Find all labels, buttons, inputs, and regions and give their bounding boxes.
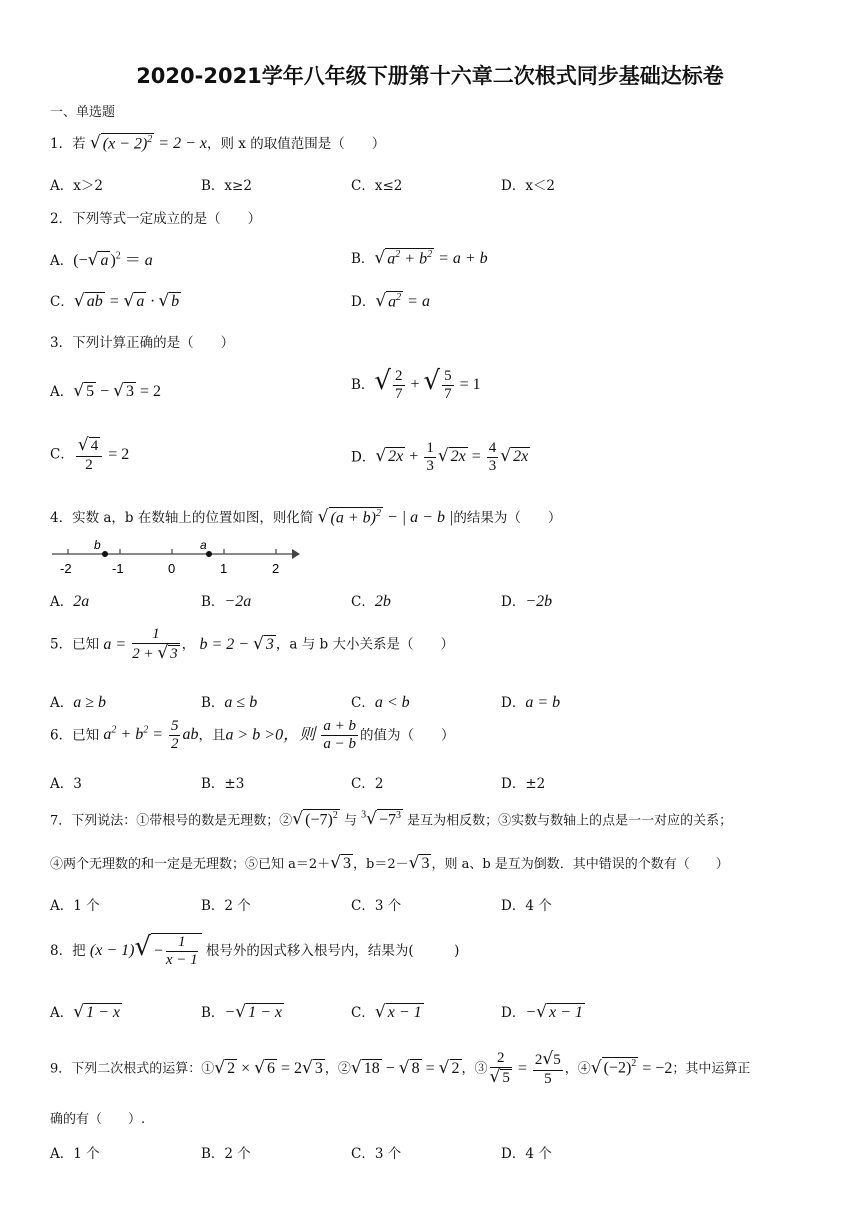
q7-option-c[interactable]: C．3 个	[351, 898, 402, 914]
q1-option-d[interactable]: D．x＜2	[501, 178, 556, 194]
tick-label-2: 2	[272, 561, 280, 576]
q3-option-d[interactable]: D．√ 2x + $\frac{1}{3}$ √ 2x = $\frac{4}{3}$ √ 2x	[351, 440, 529, 475]
q8-formula: (x − 1)√ − $\frac{1}{x - 1}$	[90, 942, 202, 959]
q7-option-b[interactable]: B．2 个	[201, 898, 251, 914]
page-title: 2020-2021学年八年级下册第十六章二次根式同步基础达标卷	[136, 64, 724, 88]
q8-option-d[interactable]: D．−√ x − 1	[501, 1002, 583, 1022]
q4-option-a[interactable]: A．2a	[50, 593, 90, 610]
tick-label-0: 0	[168, 561, 176, 576]
q9-option-d[interactable]: D．4 个	[501, 1146, 552, 1162]
point-a	[206, 551, 212, 557]
question-4: 4．实数 a，b 在数轴上的位置如图，则化简 √ $(a + b)^2$ − | a − b |的结果为（ ）	[50, 507, 562, 527]
q5-formula-b: b = 2 − √ 3	[199, 633, 274, 654]
q9-option-a[interactable]: A．1 个	[50, 1146, 100, 1162]
q9-option-c[interactable]: C．3 个	[351, 1146, 402, 1162]
question-7-line-1: 7．下列说法：①带根号的数是无理数；②√ $(-7)^2$ 与 $^3√ -7^3$ 是互为相反数；③实数与数轴上的点是一一对应的关系；	[50, 809, 733, 830]
q6-fraction: $\frac{a + b}{a - b}$	[323, 718, 357, 753]
question-6: 6．已知 $a^2 + b^2$ = $\frac{5}{2}$ ab，且a > b >0，则 $\frac{a + b}{a - b}$ 的值为（ ）	[50, 718, 455, 753]
q4-option-b[interactable]: B．−2a	[201, 593, 252, 610]
q2-option-c[interactable]: C．√ ab = √ a · √ b	[50, 291, 180, 311]
q5-option-c[interactable]: C．a < b	[351, 694, 410, 711]
q5-option-b[interactable]: B．a ≤ b	[201, 694, 258, 711]
number-line-svg	[50, 538, 300, 578]
question-9-line-1: 9．下列二次根式的运算：①√ 2 × √ 6 = 2√ 3 ，②√ 18 − √ 8 = √ 2 ，③ $\frac{2}{√ 5}$ = $\frac{2√5}{5}$ ，④√ $(-2)^2 = -2$；其中运算正	[50, 1049, 751, 1088]
q3-option-a[interactable]: A．√ 5 − √ 3 = 2	[50, 381, 161, 401]
q4-option-d[interactable]: D．−2b	[501, 593, 553, 610]
section-heading: 一、单选题	[50, 105, 116, 120]
q1-option-a[interactable]: A．x＞2	[50, 178, 103, 194]
q2-option-d[interactable]: D．√ $a^2 = a$	[351, 291, 430, 311]
q2-option-a[interactable]: A．(−√ a )$^2$ ＝ a	[50, 250, 153, 270]
q3-option-c[interactable]: C． $\frac{√ 4}{2}$ = 2	[50, 435, 130, 473]
number-line	[50, 538, 300, 582]
q8-option-c[interactable]: C．√ x − 1	[351, 1002, 422, 1022]
q5-formula-a: a = $\frac{1}{2 + √ 3}$	[103, 626, 178, 664]
q1-option-b[interactable]: B．x≥2	[201, 178, 252, 194]
q1-formula: √ $(x - 2)^2 = 2 - x$	[89, 133, 207, 153]
tick-label-1: 1	[220, 561, 228, 576]
point-b	[102, 551, 108, 557]
q8-option-a[interactable]: A．√ 1 − x	[50, 1002, 120, 1022]
q2-option-b[interactable]: B．√ $a^2 + b^2 = a + b$	[351, 248, 488, 268]
axis-arrow	[292, 549, 300, 559]
q6-option-d[interactable]: D．±2	[501, 776, 546, 792]
q7-option-d[interactable]: D．4 个	[501, 898, 552, 914]
q6-option-a[interactable]: A．3	[50, 776, 82, 792]
q6-option-b[interactable]: B．±3	[201, 776, 245, 792]
label-b: b	[94, 538, 101, 552]
question-7-line-2: ④两个无理数的和一定是无理数；⑤已知 a＝2＋√ 3 ，b＝2－√ 3 ，则 a、b 是互为倒数．其中错误的个数有（ ）	[50, 853, 729, 873]
q6-formula: $a^2 + b^2$ = $\frac{5}{2}$ ab	[103, 718, 199, 753]
tick-label-neg2: -2	[60, 561, 72, 576]
tick-label-neg1: -1	[112, 561, 124, 576]
question-9-line-2: 确的有（ ）.	[50, 1112, 146, 1127]
question-8: 8．把 (x − 1)√ − $\frac{1}{x - 1}$ 根号外的因式移入根号内，结果为( )	[50, 932, 460, 968]
q9-option-b[interactable]: B．2 个	[201, 1146, 251, 1162]
q8-option-b[interactable]: B．−√ 1 − x	[201, 1002, 282, 1022]
q5-option-d[interactable]: D．a = b	[501, 694, 561, 711]
question-3: 3．下列计算正确的是（ ）	[50, 335, 235, 351]
question-2: 2．下列等式一定成立的是（ ）	[50, 211, 262, 227]
q4-option-c[interactable]: C．2b	[351, 593, 391, 610]
label-a: a	[200, 538, 207, 552]
q6-option-c[interactable]: C．2	[351, 776, 384, 792]
q4-formula: √ $(a + b)^2$ − | a − b |	[317, 507, 454, 527]
q5-option-a[interactable]: A．a ≥ b	[50, 694, 107, 711]
q1-option-c[interactable]: C．x≤2	[351, 178, 403, 194]
question-5: 5．已知 a = $\frac{1}{2 + √ 3}$ ， b = 2 − √ 3 ，a 与 b 大小关系是（ ）	[50, 626, 454, 664]
q3-option-b[interactable]: B．√ $\frac{2}{7}$ + √ $\frac{5}{7}$ = 1	[351, 366, 481, 402]
q7-option-a[interactable]: A．1 个	[50, 898, 100, 914]
question-1: 1．若 √ $(x - 2)^2 = 2 - x$，则 x 的取值范围是（ ）	[50, 133, 386, 153]
